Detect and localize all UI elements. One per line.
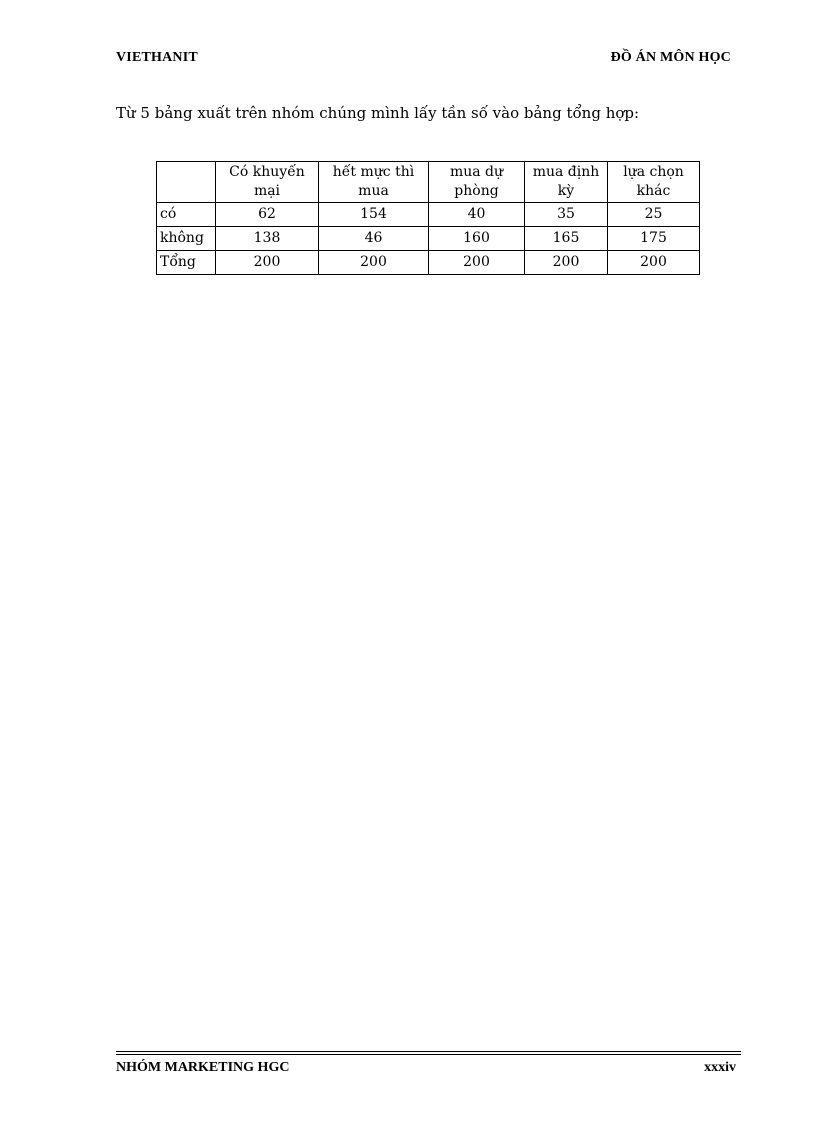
table-cell: 200	[429, 251, 525, 275]
row-label: Tổng	[157, 251, 216, 275]
table-cell: 200	[216, 251, 319, 275]
table-cell: 200	[525, 251, 608, 275]
table-cell: 46	[319, 227, 429, 251]
frequency-table	[156, 161, 700, 275]
table-cell: 154	[319, 203, 429, 227]
header-left: VIETHANIT	[116, 50, 198, 65]
table-cell: 175	[608, 227, 700, 251]
table-cell: 200	[319, 251, 429, 275]
table-cell: 35	[525, 203, 608, 227]
row-label: không	[157, 227, 216, 251]
table-cell: 165	[525, 227, 608, 251]
table-cell: 160	[429, 227, 525, 251]
header-cell: mua dự phòng	[429, 162, 525, 203]
header-right: ĐỒ ÁN MÔN HỌC	[610, 50, 731, 65]
header-cell: lựa chọn khác	[608, 162, 700, 203]
table-header-row	[157, 162, 700, 203]
footer-left: NHÓM MARKETING HGC	[116, 1060, 290, 1075]
table-row	[157, 203, 700, 227]
page-number: xxxiv	[704, 1060, 736, 1075]
table-cell: 138	[216, 227, 319, 251]
header-cell-corner	[157, 162, 216, 203]
table-cell: 200	[608, 251, 700, 275]
intro-paragraph: Từ 5 bảng xuất trên nhóm chúng mình lấy tần số vào bảng tổng hợp:	[116, 104, 640, 122]
footer-divider	[116, 1051, 741, 1055]
table-cell: 40	[429, 203, 525, 227]
header-cell: hết mực thì mua	[319, 162, 429, 203]
header-cell: mua định kỳ	[525, 162, 608, 203]
table-row	[157, 251, 700, 275]
table-row	[157, 227, 700, 251]
row-label: có	[157, 203, 216, 227]
header-cell: Có khuyến mại	[216, 162, 319, 203]
table-cell: 62	[216, 203, 319, 227]
table-cell: 25	[608, 203, 700, 227]
